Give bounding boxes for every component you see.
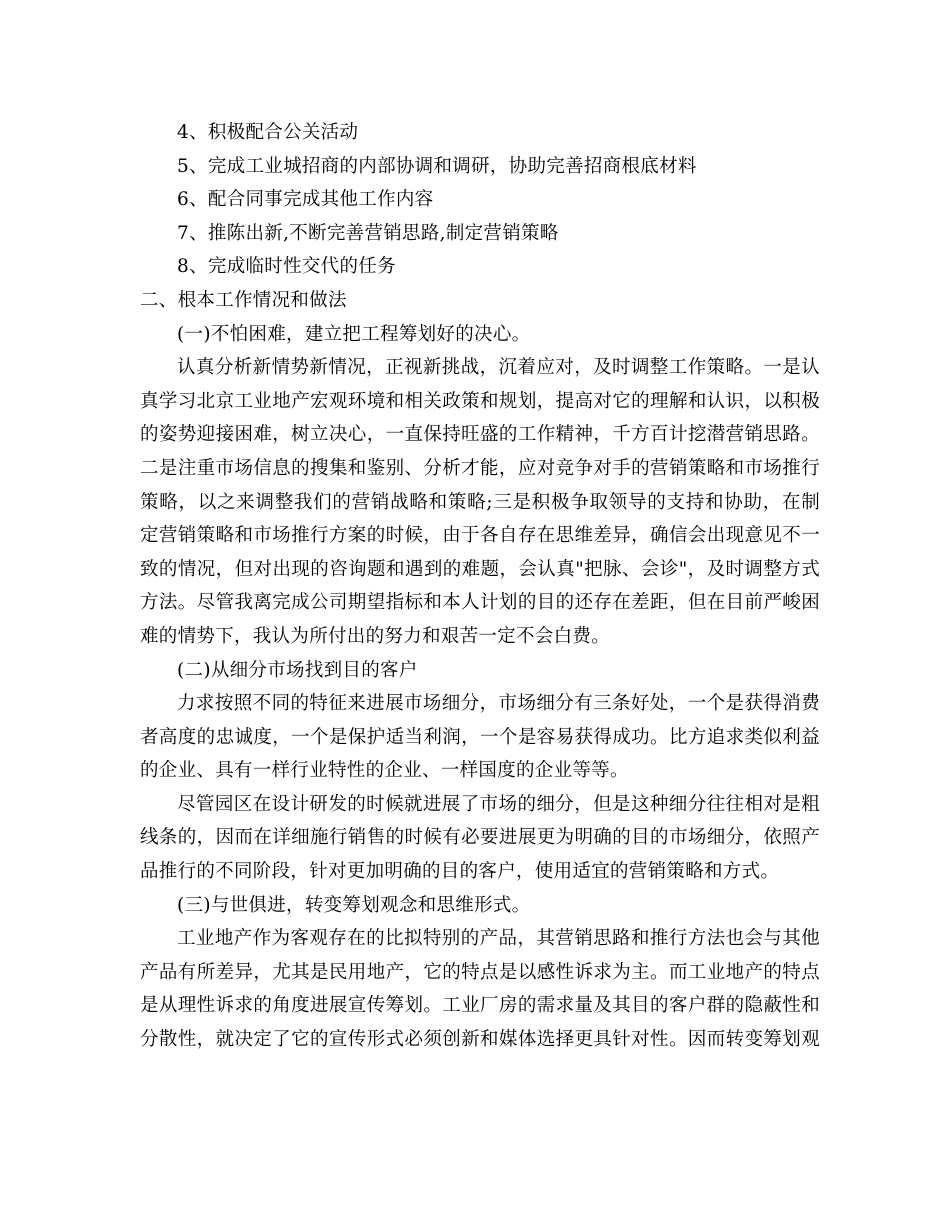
paragraph-line: 定营销策略和市场推行方案的时候，由于各自存在思维差异，确信会出现意见不一 (140, 525, 820, 547)
subsection-heading-3: (三)与世俱进，转变筹划观念和思维形式。 (177, 894, 531, 916)
paragraph-line: 认真分析新情势新情况，正视新挑战，沉着应对，及时调整工作策略。一是认 (177, 357, 820, 379)
paragraph-line: 的姿势迎接困难，树立决心，一直保持旺盛的工作精神，千方百计挖潜营销思路。 (140, 424, 820, 446)
paragraph-line: 真学习北京工业地产宏观环境和相关政策和规划，提高对它的理解和认识，以积极 (140, 390, 820, 412)
paragraph-line: 者高度的忠诚度，一个是保护适当利润，一个是容易获得成功。比方追求类似利益 (140, 726, 820, 748)
document-body (140, 116, 820, 1057)
paragraph-line: 力求按照不同的特征来进展市场细分，市场细分有三条好处，一个是获得消费 (177, 693, 820, 715)
paragraph-line: 策略，以之来调整我们的营销战略和策略;三是积极争取领导的支持和协助，在制 (140, 491, 820, 513)
subsection-heading-2: (二)从细分市场找到目的客户 (177, 659, 418, 681)
list-item: 6、配合同事完成其他工作内容 (177, 189, 434, 211)
paragraph-line: 是从理性诉求的角度进展宣传筹划。工业厂房的需求量及其目的客户群的隐蔽性和 (140, 995, 820, 1017)
paragraph-line: 尽管园区在设计研发的时候就进展了市场的细分，但是这种细分往往相对是粗 (177, 793, 820, 815)
paragraph-line: 工业地产作为客观存在的比拟特别的产品，其营销思路和推行方法也会与其他 (177, 928, 820, 950)
list-item: 8、完成临时性交代的任务 (177, 256, 396, 278)
paragraph-line: 品推行的不同阶段，针对更加明确的目的客户，使用适宜的营销策略和方式。 (140, 861, 780, 883)
paragraph-line: 方法。尽管我离完成公司期望指标和本人计划的目的还存在差距，但在目前严峻困 (140, 592, 820, 614)
list-item: 5、完成工业城招商的内部协调和调研，协助完善招商根底材料 (177, 155, 697, 177)
paragraph-line: 的企业、具有一样行业特性的企业、一样国度的企业等等。 (140, 760, 629, 782)
paragraph-line: 致的情况，但对出现的咨询题和遇到的难题，会认真"把脉、会诊"，及时调整方式 (140, 558, 820, 580)
list-item: 7、推陈出新,不断完善营销思路,制定营销策略 (177, 222, 559, 244)
paragraph-line: 分散性，就决定了它的宣传形式必须创新和媒体选择更具针对性。因而转变筹划观 (140, 1029, 820, 1051)
paragraph-line: 线条的，因而在详细施行销售的时候有必要进展更为明确的目的市场细分，依照产 (140, 827, 820, 849)
subsection-heading-1: (一)不怕困难，建立把工程筹划好的决心。 (177, 323, 531, 345)
paragraph-line: 二是注重市场信息的搜集和鉴别、分析才能，应对竞争对手的营销策略和市场推行 (140, 457, 820, 479)
paragraph-line: 难的情势下，我认为所付出的努力和艰苦一定不会白费。 (140, 625, 611, 647)
list-item: 4、积极配合公关活动 (177, 122, 359, 143)
section-heading: 二、根本工作情况和做法 (140, 289, 347, 311)
paragraph-line: 产品有所差异，尤其是民用地产，它的特点是以感性诉求为主。而工业地产的特点 (140, 961, 820, 983)
